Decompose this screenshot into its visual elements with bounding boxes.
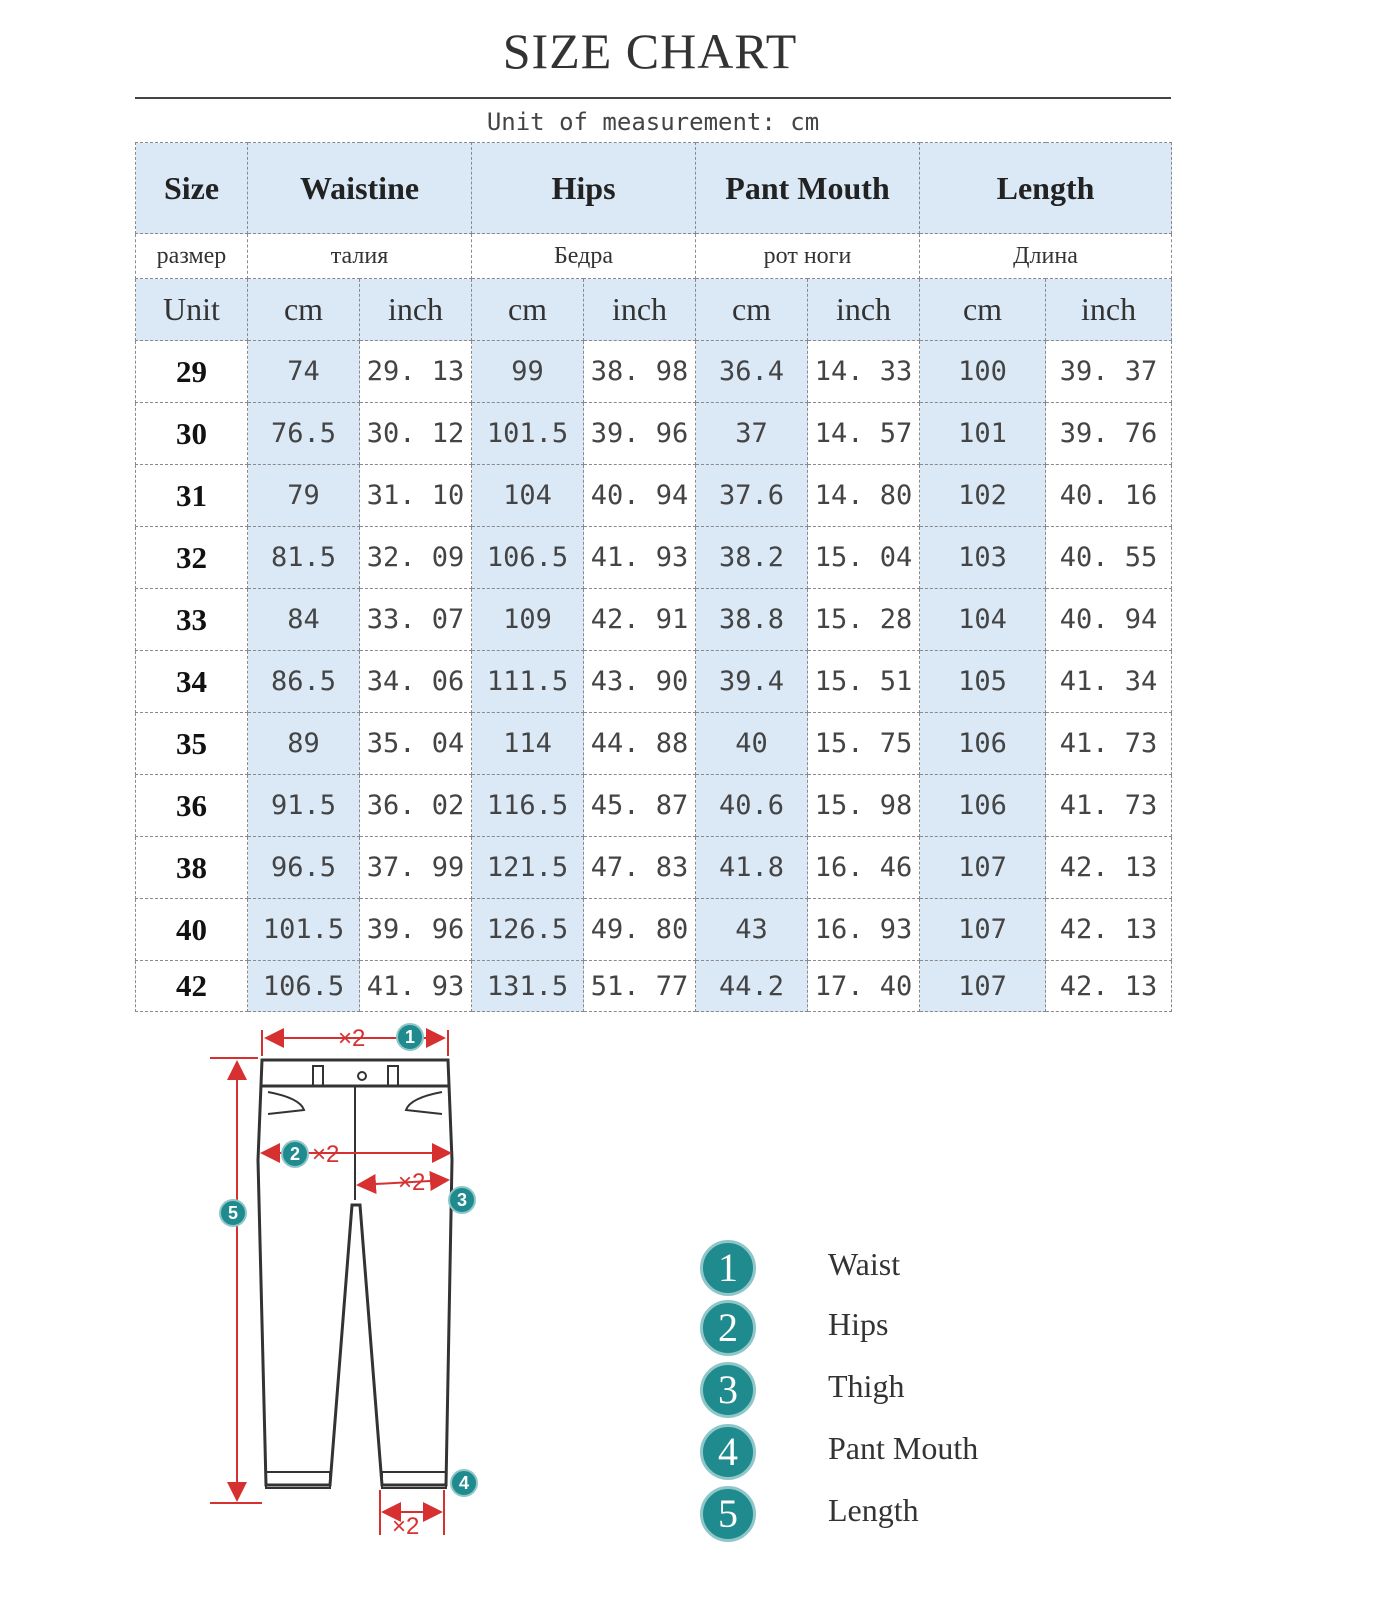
cm-cell: 37.6 xyxy=(696,465,808,527)
cm-cell: 89 xyxy=(248,713,360,775)
table-row xyxy=(136,713,1172,775)
unit-note: Unit of measurement: cm xyxy=(486,108,820,136)
header-ru-size: размер xyxy=(136,234,248,279)
table-row xyxy=(136,527,1172,589)
x2-label: ×2 xyxy=(312,1141,340,1168)
cm-cell: 74 xyxy=(248,341,360,403)
inch-cell: 47. 83 xyxy=(584,837,696,899)
size-cell: 38 xyxy=(136,837,248,899)
legend-label: Length xyxy=(828,1492,919,1528)
header-hips: Hips xyxy=(472,143,696,234)
cm-cell: 111.5 xyxy=(472,651,584,713)
marker-1-label: 1 xyxy=(404,1027,416,1047)
inch-cell: 40. 55 xyxy=(1046,527,1172,589)
header-ru-waist: талия xyxy=(248,234,472,279)
cm-cell: 107 xyxy=(920,837,1046,899)
inch-cell: 16. 46 xyxy=(808,837,920,899)
cm-cell: 100 xyxy=(920,341,1046,403)
inch-cell: 29. 13 xyxy=(360,341,472,403)
pants-measurement-diagram xyxy=(200,1020,500,1540)
legend-item-pant-mouth xyxy=(700,1424,1100,1484)
legend-item-waist xyxy=(700,1240,1100,1300)
cm-cell: 44.2 xyxy=(696,961,808,1012)
inch-cell: 40. 16 xyxy=(1046,465,1172,527)
table-row xyxy=(136,961,1172,1012)
legend-label: Hips xyxy=(828,1306,889,1342)
cm-cell: 39.4 xyxy=(696,651,808,713)
cm-cell: 38.2 xyxy=(696,527,808,589)
inch-cell: 39. 96 xyxy=(360,899,472,961)
table-row xyxy=(136,837,1172,899)
cm-cell: 91.5 xyxy=(248,775,360,837)
inch-cell: 14. 57 xyxy=(808,403,920,465)
table-row xyxy=(136,899,1172,961)
header-size: Size xyxy=(136,143,248,234)
cm-cell: 41.8 xyxy=(696,837,808,899)
inch-cell: 37. 99 xyxy=(360,837,472,899)
inch-cell: 41. 93 xyxy=(360,961,472,1012)
unit-cell: cm xyxy=(920,279,1046,341)
legend-number: 3 xyxy=(700,1362,756,1418)
unit-cell: cm xyxy=(696,279,808,341)
inch-cell: 39. 76 xyxy=(1046,403,1172,465)
inch-cell: 15. 98 xyxy=(808,775,920,837)
table-row xyxy=(136,775,1172,837)
unit-row xyxy=(136,279,1172,341)
cm-cell: 40.6 xyxy=(696,775,808,837)
inch-cell: 15. 51 xyxy=(808,651,920,713)
inch-cell: 15. 75 xyxy=(808,713,920,775)
inch-cell: 43. 90 xyxy=(584,651,696,713)
cm-cell: 101.5 xyxy=(472,403,584,465)
inch-cell: 31. 10 xyxy=(360,465,472,527)
inch-cell: 35. 04 xyxy=(360,713,472,775)
cm-cell: 109 xyxy=(472,589,584,651)
inch-cell: 42. 91 xyxy=(584,589,696,651)
size-cell: 34 xyxy=(136,651,248,713)
size-cell: 42 xyxy=(136,961,248,1012)
cm-cell: 107 xyxy=(920,961,1046,1012)
cm-cell: 106.5 xyxy=(248,961,360,1012)
size-cell: 32 xyxy=(136,527,248,589)
legend-label: Waist xyxy=(828,1246,901,1282)
cm-cell: 116.5 xyxy=(472,775,584,837)
cm-cell: 121.5 xyxy=(472,837,584,899)
cm-cell: 114 xyxy=(472,713,584,775)
cm-cell: 37 xyxy=(696,403,808,465)
cm-cell: 104 xyxy=(472,465,584,527)
size-cell: 31 xyxy=(136,465,248,527)
inch-cell: 33. 07 xyxy=(360,589,472,651)
unit-cell: cm xyxy=(472,279,584,341)
inch-cell: 49. 80 xyxy=(584,899,696,961)
size-cell: 35 xyxy=(136,713,248,775)
table-row xyxy=(136,651,1172,713)
inch-cell: 42. 13 xyxy=(1046,837,1172,899)
size-cell: 33 xyxy=(136,589,248,651)
header-row xyxy=(136,143,1172,234)
unit-cell: inch xyxy=(1046,279,1172,341)
table-row xyxy=(136,341,1172,403)
inch-cell: 41. 34 xyxy=(1046,651,1172,713)
unit-cell: Unit xyxy=(136,279,248,341)
inch-cell: 41. 73 xyxy=(1046,713,1172,775)
cm-cell: 126.5 xyxy=(472,899,584,961)
legend-number: 5 xyxy=(700,1486,756,1542)
header-length: Length xyxy=(920,143,1172,234)
cm-cell: 106 xyxy=(920,775,1046,837)
cm-cell: 106 xyxy=(920,713,1046,775)
inch-cell: 36. 02 xyxy=(360,775,472,837)
cm-cell: 40 xyxy=(696,713,808,775)
unit-cell: inch xyxy=(584,279,696,341)
table-row xyxy=(136,589,1172,651)
inch-cell: 15. 04 xyxy=(808,527,920,589)
table-row xyxy=(136,465,1172,527)
inch-cell: 32. 09 xyxy=(360,527,472,589)
inch-cell: 17. 40 xyxy=(808,961,920,1012)
marker-4-label: 4 xyxy=(458,1473,470,1493)
pants-outline xyxy=(258,1060,452,1488)
unit-cell: inch xyxy=(360,279,472,341)
legend-number: 1 xyxy=(700,1240,756,1296)
cm-cell: 36.4 xyxy=(696,341,808,403)
marker-3-label: 3 xyxy=(456,1190,468,1210)
cm-cell: 103 xyxy=(920,527,1046,589)
page-title: SIZE CHART xyxy=(502,23,798,79)
legend-item-hips xyxy=(700,1300,1100,1360)
header-ru-pant-mouth: рот ноги xyxy=(696,234,920,279)
cm-cell: 86.5 xyxy=(248,651,360,713)
inch-cell: 16. 93 xyxy=(808,899,920,961)
inch-cell: 39. 37 xyxy=(1046,341,1172,403)
size-cell: 40 xyxy=(136,899,248,961)
marker-5-label: 5 xyxy=(227,1203,239,1223)
legend-item-length xyxy=(700,1486,1100,1546)
cm-cell: 79 xyxy=(248,465,360,527)
inch-cell: 41. 93 xyxy=(584,527,696,589)
inch-cell: 40. 94 xyxy=(584,465,696,527)
cm-cell: 106.5 xyxy=(472,527,584,589)
inch-cell: 42. 13 xyxy=(1046,961,1172,1012)
inch-cell: 30. 12 xyxy=(360,403,472,465)
header-pant-mouth: Pant Mouth xyxy=(696,143,920,234)
cm-cell: 76.5 xyxy=(248,403,360,465)
legend-number: 4 xyxy=(700,1424,756,1480)
header-row-ru xyxy=(136,234,1172,279)
cm-cell: 81.5 xyxy=(248,527,360,589)
legend-item-thigh xyxy=(700,1362,1100,1422)
title-divider xyxy=(135,97,1171,99)
table-row xyxy=(136,403,1172,465)
cm-cell: 101 xyxy=(920,403,1046,465)
inch-cell: 51. 77 xyxy=(584,961,696,1012)
size-table xyxy=(135,142,1172,1012)
cm-cell: 104 xyxy=(920,589,1046,651)
cm-cell: 131.5 xyxy=(472,961,584,1012)
inch-cell: 38. 98 xyxy=(584,341,696,403)
size-cell: 36 xyxy=(136,775,248,837)
cm-cell: 99 xyxy=(472,341,584,403)
cm-cell: 105 xyxy=(920,651,1046,713)
header-ru-hips: Бедра xyxy=(472,234,696,279)
legend-label: Thigh xyxy=(828,1368,905,1404)
legend-label: Pant Mouth xyxy=(828,1430,979,1466)
unit-cell: cm xyxy=(248,279,360,341)
dimension-lines xyxy=(210,1030,450,1535)
cm-cell: 43 xyxy=(696,899,808,961)
size-cell: 30 xyxy=(136,403,248,465)
inch-cell: 41. 73 xyxy=(1046,775,1172,837)
inch-cell: 42. 13 xyxy=(1046,899,1172,961)
cm-cell: 101.5 xyxy=(248,899,360,961)
inch-cell: 15. 28 xyxy=(808,589,920,651)
cm-cell: 96.5 xyxy=(248,837,360,899)
x2-label: ×2 xyxy=(338,1025,366,1052)
cm-cell: 84 xyxy=(248,589,360,651)
header-waist: Waistine xyxy=(248,143,472,234)
inch-cell: 34. 06 xyxy=(360,651,472,713)
inch-cell: 14. 33 xyxy=(808,341,920,403)
size-cell: 29 xyxy=(136,341,248,403)
inch-cell: 40. 94 xyxy=(1046,589,1172,651)
legend-number: 2 xyxy=(700,1300,756,1356)
cm-cell: 38.8 xyxy=(696,589,808,651)
marker-2-label: 2 xyxy=(289,1144,301,1164)
inch-cell: 14. 80 xyxy=(808,465,920,527)
header-ru-length: Длина xyxy=(920,234,1172,279)
cm-cell: 102 xyxy=(920,465,1046,527)
x2-label: ×2 xyxy=(392,1513,420,1540)
x2-label: ×2 xyxy=(398,1169,426,1196)
inch-cell: 45. 87 xyxy=(584,775,696,837)
inch-cell: 44. 88 xyxy=(584,713,696,775)
inch-cell: 39. 96 xyxy=(584,403,696,465)
unit-cell: inch xyxy=(808,279,920,341)
cm-cell: 107 xyxy=(920,899,1046,961)
